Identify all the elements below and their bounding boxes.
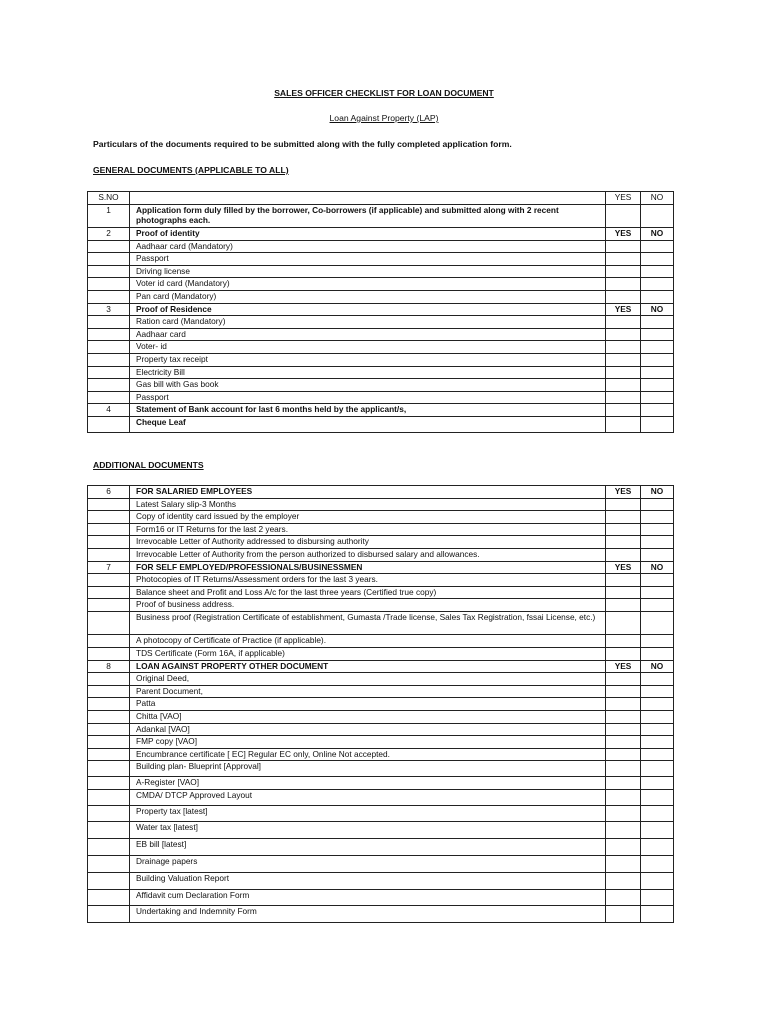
table-row: [88, 291, 674, 304]
yes-cell: [606, 889, 641, 906]
document-cell: Property tax [latest]: [130, 805, 606, 822]
table-row: [88, 240, 674, 253]
yes-cell: [606, 648, 641, 661]
sno-cell: [88, 341, 130, 354]
table-row: [88, 586, 674, 599]
no-cell: [641, 872, 674, 889]
no-cell: [641, 789, 674, 805]
sno-cell: [88, 316, 130, 329]
no-cell: [641, 265, 674, 278]
document-cell: EB bill [latest]: [130, 839, 606, 856]
table-row: [88, 685, 674, 698]
yes-cell: YES: [606, 228, 641, 241]
document-cell: Voter- id: [130, 341, 606, 354]
no-cell: [641, 611, 674, 635]
no-cell: [641, 523, 674, 536]
document-cell: Application form duly filled by the borrower, Co-borrowers (if applicable) and submitted along with 2 recent photographs each.: [130, 204, 606, 228]
document-cell: Statement of Bank account for last 6 months held by the applicant/s,: [130, 404, 606, 417]
yes-cell: [606, 673, 641, 686]
document-cell: FOR SALARIED EMPLOYEES: [130, 486, 606, 499]
yes-cell: [606, 511, 641, 524]
table-row: [88, 839, 674, 856]
no-cell: NO: [641, 486, 674, 499]
document-cell: Voter id card (Mandatory): [130, 278, 606, 291]
sno-cell: [88, 265, 130, 278]
yes-cell: YES: [606, 303, 641, 316]
no-cell: [641, 855, 674, 872]
document-cell: Building plan- Blueprint [Approval]: [130, 761, 606, 777]
no-cell: [641, 698, 674, 711]
document-cell: CMDA/ DTCP Approved Layout: [130, 789, 606, 805]
document-cell: Latest Salary slip-3 Months: [130, 498, 606, 511]
sno-cell: [88, 536, 130, 549]
no-cell: NO: [641, 192, 674, 205]
document-cell: Undertaking and Indemnity Form: [130, 906, 606, 923]
table-row: [88, 777, 674, 790]
yes-cell: [606, 805, 641, 822]
yes-cell: [606, 761, 641, 777]
yes-cell: [606, 341, 641, 354]
sno-cell: [88, 240, 130, 253]
yes-cell: [606, 240, 641, 253]
no-cell: [641, 635, 674, 648]
yes-cell: [606, 291, 641, 304]
sno-cell: [88, 698, 130, 711]
document-cell: Pan card (Mandatory): [130, 291, 606, 304]
yes-cell: [606, 586, 641, 599]
sno-cell: 8: [88, 660, 130, 673]
table-row: [88, 417, 674, 433]
document-cell: Affidavit cum Declaration Form: [130, 889, 606, 906]
table-row: [88, 548, 674, 561]
table-row: [88, 748, 674, 761]
table-row: [88, 574, 674, 587]
table-row: [88, 379, 674, 392]
yes-cell: [606, 698, 641, 711]
document-cell: Balance sheet and Profit and Loss A/c for the last three years (Certified true copy): [130, 586, 606, 599]
table-row: [88, 278, 674, 291]
table-row: [88, 660, 674, 673]
yes-cell: YES: [606, 660, 641, 673]
document-cell: Patta: [130, 698, 606, 711]
no-cell: [641, 748, 674, 761]
general-documents-heading: GENERAL DOCUMENTS (APPLICABLE TO ALL): [93, 165, 289, 175]
table-row: [88, 486, 674, 499]
no-cell: [641, 379, 674, 392]
yes-cell: YES: [606, 192, 641, 205]
no-cell: [641, 548, 674, 561]
sno-cell: 1: [88, 204, 130, 228]
document-cell: Copy of identity card issued by the employer: [130, 511, 606, 524]
sno-cell: [88, 391, 130, 404]
document-cell: FMP copy [VAO]: [130, 736, 606, 749]
no-cell: [641, 291, 674, 304]
table-row: [88, 265, 674, 278]
yes-cell: [606, 599, 641, 612]
sno-cell: [88, 761, 130, 777]
document-cell: LOAN AGAINST PROPERTY OTHER DOCUMENT: [130, 660, 606, 673]
yes-cell: [606, 906, 641, 923]
yes-cell: [606, 711, 641, 724]
sno-cell: [88, 872, 130, 889]
sno-cell: 4: [88, 404, 130, 417]
additional-documents-body: [88, 486, 674, 923]
table-row: [88, 711, 674, 724]
sno-cell: [88, 278, 130, 291]
no-cell: NO: [641, 303, 674, 316]
sno-cell: [88, 855, 130, 872]
document-cell: Passport: [130, 253, 606, 266]
sno-cell: [88, 777, 130, 790]
sno-cell: 3: [88, 303, 130, 316]
sno-cell: [88, 711, 130, 724]
document-cell: Original Deed,: [130, 673, 606, 686]
table-row: [88, 228, 674, 241]
sno-cell: [88, 822, 130, 839]
sno-cell: [88, 511, 130, 524]
table-row: [88, 906, 674, 923]
no-cell: [641, 648, 674, 661]
yes-cell: [606, 822, 641, 839]
yes-cell: [606, 316, 641, 329]
table-row: [88, 889, 674, 906]
yes-cell: [606, 404, 641, 417]
table-row: [88, 391, 674, 404]
sno-cell: [88, 805, 130, 822]
document-cell: Water tax [latest]: [130, 822, 606, 839]
document-title: SALES OFFICER CHECKLIST FOR LOAN DOCUMENT: [274, 88, 494, 98]
table-row: [88, 192, 674, 205]
document-cell: [130, 192, 606, 205]
no-cell: [641, 685, 674, 698]
document-cell: Driving license: [130, 265, 606, 278]
document-cell: Chitta [VAO]: [130, 711, 606, 724]
document-cell: Proof of Residence: [130, 303, 606, 316]
sno-cell: [88, 611, 130, 635]
intro-text: Particulars of the documents required to be submitted along with the fully completed application form.: [93, 139, 512, 149]
sno-cell: [88, 574, 130, 587]
document-cell: Passport: [130, 391, 606, 404]
yes-cell: [606, 536, 641, 549]
no-cell: [641, 889, 674, 906]
yes-cell: [606, 498, 641, 511]
sno-cell: [88, 523, 130, 536]
no-cell: [641, 404, 674, 417]
table-row: [88, 561, 674, 574]
no-cell: [641, 354, 674, 367]
document-cell: A photocopy of Certificate of Practice (if applicable).: [130, 635, 606, 648]
table-row: [88, 536, 674, 549]
document-cell: Electricity Bill: [130, 366, 606, 379]
additional-documents-heading: ADDITIONAL DOCUMENTS: [93, 460, 204, 470]
sno-cell: [88, 906, 130, 923]
table-row: [88, 328, 674, 341]
document-cell: Proof of business address.: [130, 599, 606, 612]
document-cell: Form16 or IT Returns for the last 2 years.: [130, 523, 606, 536]
yes-cell: [606, 839, 641, 856]
sno-cell: [88, 354, 130, 367]
table-row: [88, 855, 674, 872]
document-cell: Aadhaar card: [130, 328, 606, 341]
yes-cell: [606, 204, 641, 228]
no-cell: [641, 417, 674, 433]
document-cell: Adankal [VAO]: [130, 723, 606, 736]
no-cell: [641, 839, 674, 856]
table-row: [88, 698, 674, 711]
yes-cell: [606, 278, 641, 291]
document-cell: Ration card (Mandatory): [130, 316, 606, 329]
sno-cell: [88, 253, 130, 266]
sno-cell: 2: [88, 228, 130, 241]
document-cell: Irrevocable Letter of Authority addressed to disbursing authority: [130, 536, 606, 549]
sno-cell: [88, 839, 130, 856]
yes-cell: [606, 685, 641, 698]
table-row: [88, 511, 674, 524]
no-cell: [641, 498, 674, 511]
yes-cell: [606, 723, 641, 736]
sno-cell: [88, 736, 130, 749]
table-row: [88, 635, 674, 648]
no-cell: NO: [641, 228, 674, 241]
sno-cell: [88, 379, 130, 392]
no-cell: [641, 366, 674, 379]
no-cell: [641, 723, 674, 736]
document-cell: A-Register [VAO]: [130, 777, 606, 790]
sno-cell: S.NO: [88, 192, 130, 205]
sno-cell: [88, 685, 130, 698]
no-cell: [641, 586, 674, 599]
sno-cell: 6: [88, 486, 130, 499]
sno-cell: [88, 748, 130, 761]
table-row: [88, 822, 674, 839]
sno-cell: 7: [88, 561, 130, 574]
table-row: [88, 498, 674, 511]
document-cell: Photocopies of IT Returns/Assessment orders for the last 3 years.: [130, 574, 606, 587]
sno-cell: [88, 889, 130, 906]
sno-cell: [88, 599, 130, 612]
yes-cell: [606, 748, 641, 761]
yes-cell: YES: [606, 486, 641, 499]
document-cell: Building Valuation Report: [130, 872, 606, 889]
no-cell: [641, 536, 674, 549]
table-row: [88, 611, 674, 635]
yes-cell: [606, 417, 641, 433]
document-cell: Drainage papers: [130, 855, 606, 872]
no-cell: NO: [641, 561, 674, 574]
no-cell: [641, 599, 674, 612]
sno-cell: [88, 635, 130, 648]
yes-cell: [606, 789, 641, 805]
document-cell: Proof of identity: [130, 228, 606, 241]
table-row: [88, 366, 674, 379]
no-cell: [641, 761, 674, 777]
yes-cell: [606, 611, 641, 635]
sno-cell: [88, 417, 130, 433]
table-row: [88, 253, 674, 266]
no-cell: [641, 253, 674, 266]
no-cell: [641, 805, 674, 822]
document-cell: Property tax receipt: [130, 354, 606, 367]
table-row: [88, 736, 674, 749]
yes-cell: [606, 265, 641, 278]
yes-cell: [606, 736, 641, 749]
table-row: [88, 354, 674, 367]
document-subtitle: Loan Against Property (LAP): [329, 113, 439, 123]
yes-cell: [606, 391, 641, 404]
table-row: [88, 723, 674, 736]
table-row: [88, 303, 674, 316]
no-cell: NO: [641, 660, 674, 673]
sno-cell: [88, 723, 130, 736]
yes-cell: [606, 328, 641, 341]
document-cell: Irrevocable Letter of Authority from the person authorized to disbursed salary and allowances.: [130, 548, 606, 561]
yes-cell: [606, 523, 641, 536]
table-row: [88, 789, 674, 805]
sno-cell: [88, 548, 130, 561]
no-cell: [641, 240, 674, 253]
document-cell: Business proof (Registration Certificate of establishment, Gumasta /Trade license, Sales Tax Registration, fssai License, etc.): [130, 611, 606, 635]
table-row: [88, 599, 674, 612]
table-row: [88, 341, 674, 354]
yes-cell: [606, 354, 641, 367]
sno-cell: [88, 789, 130, 805]
no-cell: [641, 906, 674, 923]
yes-cell: [606, 253, 641, 266]
table-row: [88, 673, 674, 686]
no-cell: [641, 736, 674, 749]
document-cell: Encumbrance certificate [ EC] Regular EC only, Online Not accepted.: [130, 748, 606, 761]
no-cell: [641, 711, 674, 724]
no-cell: [641, 204, 674, 228]
no-cell: [641, 511, 674, 524]
yes-cell: [606, 548, 641, 561]
no-cell: [641, 822, 674, 839]
yes-cell: [606, 855, 641, 872]
no-cell: [641, 391, 674, 404]
additional-documents-table: [87, 485, 674, 923]
table-row: [88, 648, 674, 661]
yes-cell: [606, 379, 641, 392]
yes-cell: [606, 366, 641, 379]
sno-cell: [88, 366, 130, 379]
no-cell: [641, 574, 674, 587]
table-row: [88, 404, 674, 417]
sno-cell: [88, 648, 130, 661]
document-cell: FOR SELF EMPLOYED/PROFESSIONALS/BUSINESSMEN: [130, 561, 606, 574]
sno-cell: [88, 328, 130, 341]
no-cell: [641, 278, 674, 291]
general-documents-table: [87, 191, 674, 433]
general-documents-body: [88, 192, 674, 433]
document-cell: Aadhaar card (Mandatory): [130, 240, 606, 253]
table-row: [88, 523, 674, 536]
yes-cell: [606, 635, 641, 648]
table-row: [88, 761, 674, 777]
table-row: [88, 805, 674, 822]
document-cell: Cheque Leaf: [130, 417, 606, 433]
yes-cell: [606, 872, 641, 889]
yes-cell: [606, 777, 641, 790]
no-cell: [641, 777, 674, 790]
document-cell: Parent Document,: [130, 685, 606, 698]
sno-cell: [88, 586, 130, 599]
yes-cell: YES: [606, 561, 641, 574]
sno-cell: [88, 498, 130, 511]
table-row: [88, 872, 674, 889]
document-cell: TDS Certificate (Form 16A, if applicable): [130, 648, 606, 661]
yes-cell: [606, 574, 641, 587]
table-row: [88, 204, 674, 228]
no-cell: [641, 316, 674, 329]
no-cell: [641, 328, 674, 341]
no-cell: [641, 341, 674, 354]
document-cell: Gas bill with Gas book: [130, 379, 606, 392]
sno-cell: [88, 673, 130, 686]
table-row: [88, 316, 674, 329]
no-cell: [641, 673, 674, 686]
sno-cell: [88, 291, 130, 304]
